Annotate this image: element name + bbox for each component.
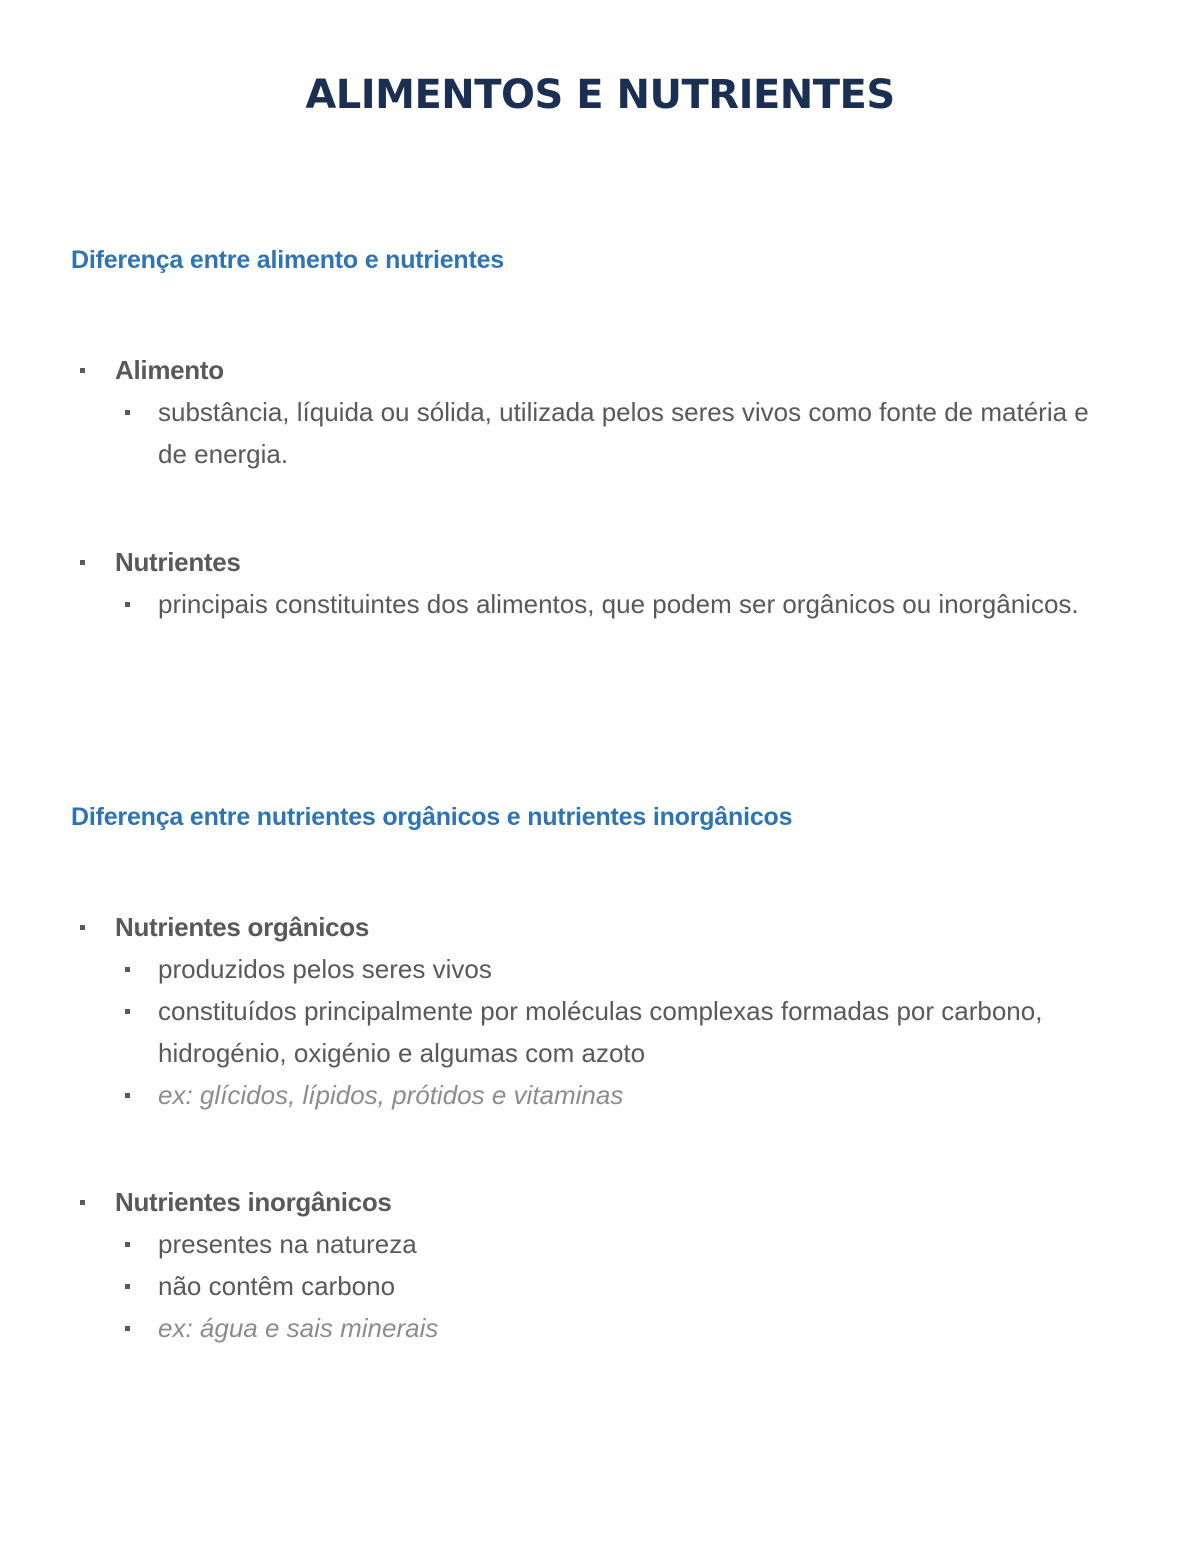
square-bullet-icon: [80, 560, 85, 565]
sub-list-item: [0, 948, 1200, 990]
sub-list-item: [0, 990, 1200, 1074]
item-title: Nutrientes orgânicos: [115, 912, 370, 942]
sub-item-text: substância, líquida ou sólida, utilizada pelos seres vivos como fonte de matéria e de energia.: [158, 397, 1089, 469]
sub-list-item: [0, 391, 1200, 475]
square-bullet-icon: [125, 1009, 130, 1014]
square-bullet-icon: [125, 967, 130, 972]
item-title: Nutrientes: [115, 547, 241, 577]
sub-item-text: presentes na natureza: [158, 1229, 417, 1259]
sub-item-text: não contêm carbono: [158, 1271, 396, 1301]
example-item: [0, 1074, 1200, 1116]
section-heading-alimento-nutrientes: Diferença entre alimento e nutrientes: [71, 246, 505, 274]
sub-item-text: produzidos pelos seres vivos: [158, 954, 492, 984]
example-text: ex: água e sais minerais: [158, 1313, 439, 1343]
sub-item-text: constituídos principalmente por moléculas complexas formadas por carbono, hidrogénio, oxigénio e algumas com azoto: [158, 996, 1043, 1068]
square-bullet-icon: [125, 1242, 130, 1247]
square-bullet-icon: [80, 925, 85, 930]
item-title: Alimento: [115, 355, 224, 385]
example-text: ex: glícidos, lípidos, prótidos e vitaminas: [158, 1080, 624, 1110]
sub-list-item: [0, 583, 1200, 625]
sub-item-text: principais constituintes dos alimentos, que podem ser orgânicos ou inorgânicos.: [158, 589, 1079, 619]
square-bullet-icon: [125, 602, 130, 607]
sub-list-item: [0, 1265, 1200, 1307]
page-title: ALIMENTOS E NUTRIENTES: [305, 72, 895, 118]
square-bullet-icon: [125, 410, 130, 415]
sub-list: [0, 1223, 1200, 1349]
sub-list-item: [0, 1223, 1200, 1265]
item-title: Nutrientes inorgânicos: [115, 1187, 392, 1217]
sub-list: [0, 583, 1200, 625]
square-bullet-icon: [125, 1326, 130, 1331]
square-bullet-icon: [125, 1093, 130, 1098]
section-heading-organicos-inorganicos: Diferença entre nutrientes orgânicos e nutrientes inorgânicos: [71, 803, 793, 831]
sub-list: [0, 948, 1200, 1116]
sub-list: [0, 391, 1200, 475]
square-bullet-icon: [80, 1200, 85, 1205]
example-item: [0, 1307, 1200, 1349]
square-bullet-icon: [80, 368, 85, 373]
square-bullet-icon: [125, 1284, 130, 1289]
